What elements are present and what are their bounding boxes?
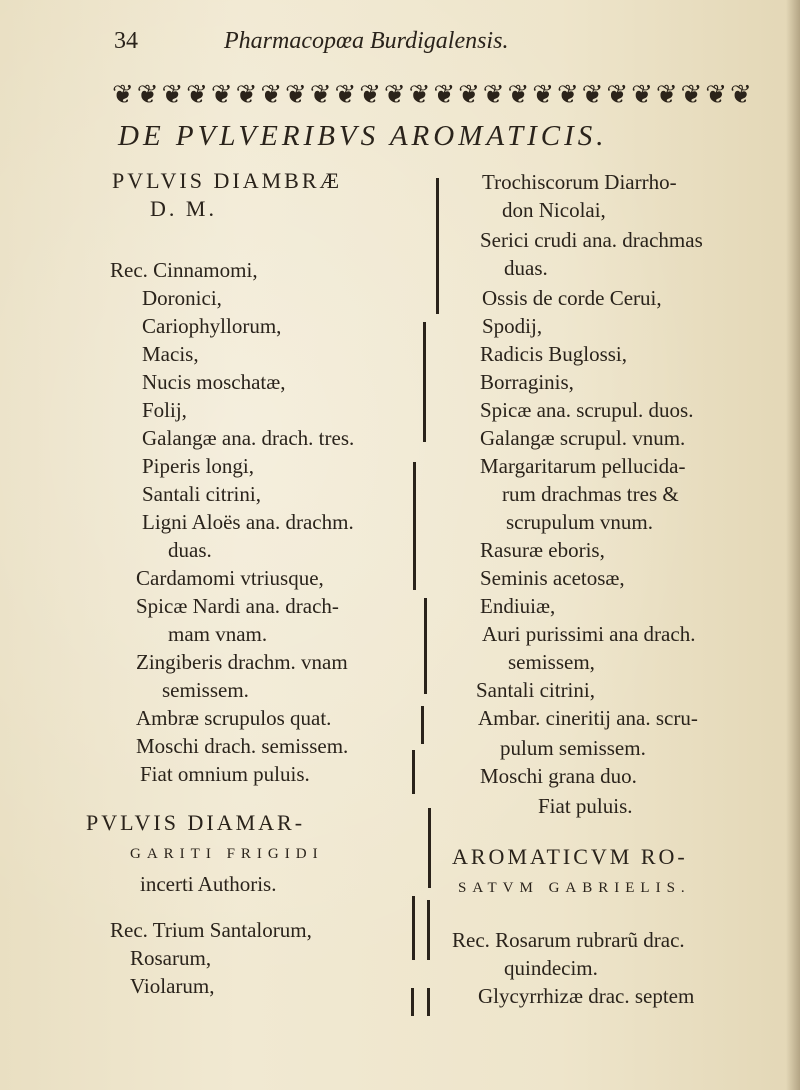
bracket-rule	[427, 988, 430, 1016]
text-line: GARITI FRIGIDI	[130, 846, 324, 862]
fleuron-ornament: ❦	[260, 80, 283, 110]
fleuron-ornament: ❦	[482, 80, 505, 110]
fleuron-ornament: ❦	[408, 80, 431, 110]
text-line: PVLVIS DIAMAR-	[86, 810, 306, 835]
text-line: Cariophyllorum,	[142, 314, 282, 338]
text-line: quindecim.	[504, 956, 598, 980]
text-line: Ossis de corde Cerui,	[482, 286, 662, 310]
text-line: Violarum,	[130, 974, 215, 998]
text-line: Folij,	[142, 398, 187, 422]
text-line: Margaritarum pellucida-	[480, 454, 686, 478]
text-line: Rec. Trium Santalorum,	[110, 918, 312, 942]
text-line: rum drachmas tres &	[502, 482, 679, 506]
fleuron-ornament: ❦	[186, 80, 208, 110]
text-line: Fiat puluis.	[538, 794, 633, 818]
text-line: Seminis acetosæ,	[480, 566, 625, 590]
fleuron-ornament: ❦	[334, 80, 357, 110]
text-line: Fiat omnium puluis.	[140, 762, 310, 786]
bracket-rule	[412, 896, 415, 960]
fleuron-ornament: ❦	[359, 80, 381, 110]
fleuron-ornament: ❦	[309, 80, 332, 110]
fleuron-ornament: ❦	[606, 80, 629, 110]
fleuron-ornament: ❦	[729, 80, 752, 110]
bracket-rule	[411, 988, 414, 1016]
text-line: PVLVIS DIAMBRÆ	[112, 168, 343, 193]
text-line: D. M.	[150, 196, 217, 221]
page-number: 34	[114, 28, 138, 54]
text-line: Doronici,	[142, 286, 222, 310]
bracket-rule	[423, 322, 426, 442]
text-line: Ambræ scrupulos quat.	[136, 706, 332, 730]
fleuron-ornament: ❦	[210, 80, 233, 110]
text-line: semissem.	[162, 678, 249, 702]
text-line: Galangæ ana. drach. tres.	[142, 426, 355, 450]
text-line: Serici crudi ana. drachmas	[480, 228, 703, 252]
fleuron-ornament: ❦	[680, 80, 703, 110]
fleuron-ornament: ❦	[631, 80, 653, 110]
text-line: Moschi drach. semissem.	[136, 734, 349, 758]
section-title: DE PVLVERIBVS AROMATICIS.	[118, 120, 608, 152]
page-edge-shadow	[786, 0, 800, 1090]
text-line: don Nicolai,	[502, 198, 606, 222]
text-line: Piperis longi,	[142, 454, 255, 478]
bracket-rule	[424, 598, 427, 694]
text-line: Ligni Aloës ana. drachm.	[142, 510, 354, 534]
text-line: Galangæ scrupul. vnum.	[480, 426, 686, 450]
text-line: SATVM GABRIELIS.	[458, 880, 691, 896]
text-line: Spicæ Nardi ana. drach-	[136, 594, 339, 618]
fleuron-ornament: ❦	[235, 80, 258, 110]
text-line: Ambar. cineritij ana. scru-	[478, 706, 698, 730]
text-line: Santali citrini,	[142, 482, 261, 506]
text-line: Nucis moschatæ,	[142, 370, 286, 394]
text-line: Radicis Buglossi,	[480, 342, 628, 366]
fleuron-ornament: ❦	[507, 80, 530, 110]
text-line: Cardamomi vtriusque,	[136, 566, 324, 590]
text-line: semissem,	[508, 650, 595, 674]
bracket-rule	[412, 750, 415, 794]
text-line: Santali citrini,	[476, 678, 595, 702]
text-line: Glycyrrhizæ drac. septem	[478, 984, 695, 1008]
bracket-rule	[436, 178, 439, 314]
fleuron-ornament: ❦	[556, 80, 579, 110]
text-line: duas.	[504, 256, 548, 280]
running-head: Pharmacopœa Burdigalensis.	[224, 28, 509, 54]
text-line: Spicæ ana. scrupul. duos.	[480, 398, 694, 422]
text-line: Rasuræ eboris,	[480, 538, 605, 562]
text-line: Rosarum,	[130, 946, 212, 970]
text-line: scrupulum vnum.	[506, 510, 653, 534]
text-line: Spodij,	[482, 314, 543, 338]
fleuron-ornament: ❦	[161, 80, 184, 110]
fleuron-ornament: ❦	[655, 80, 678, 110]
text-line: Moschi grana duo.	[480, 764, 637, 788]
text-line: Borraginis,	[480, 370, 574, 394]
text-line: Trochiscorum Diarrho-	[482, 170, 677, 194]
fleuron-ornament: ❦	[136, 80, 159, 110]
text-line: AROMATICVM RO-	[452, 844, 688, 869]
fleuron-ornament: ❦	[458, 80, 480, 110]
fleuron-ornament: ❦	[705, 80, 728, 110]
text-line: Rec. Cinnamomi,	[110, 258, 258, 282]
text-line: Endiuiæ,	[480, 594, 556, 618]
bracket-rule	[428, 808, 431, 888]
ornament-band	[112, 78, 752, 112]
text-line: mam vnam.	[168, 622, 268, 646]
page-header	[114, 28, 774, 64]
fleuron-ornament: ❦	[532, 80, 555, 110]
text-line: Zingiberis drachm. vnam	[136, 650, 348, 674]
bracket-rule	[427, 900, 430, 960]
text-line: Macis,	[142, 342, 199, 366]
fleuron-ornament: ❦	[383, 80, 406, 110]
fleuron-ornament: ❦	[285, 80, 307, 110]
text-line: pulum semissem.	[500, 736, 646, 760]
fleuron-ornament: ❦	[112, 80, 134, 110]
text-line: duas.	[168, 538, 212, 562]
fleuron-ornament: ❦	[433, 80, 456, 110]
bracket-rule	[413, 462, 416, 590]
text-line: Rec. Rosarum rubrarũ drac.	[452, 928, 685, 952]
text-line: Auri purissimi ana drach.	[482, 622, 696, 646]
text-line: incerti Authoris.	[140, 872, 277, 896]
fleuron-ornament: ❦	[581, 80, 604, 110]
bracket-rule	[421, 706, 424, 744]
